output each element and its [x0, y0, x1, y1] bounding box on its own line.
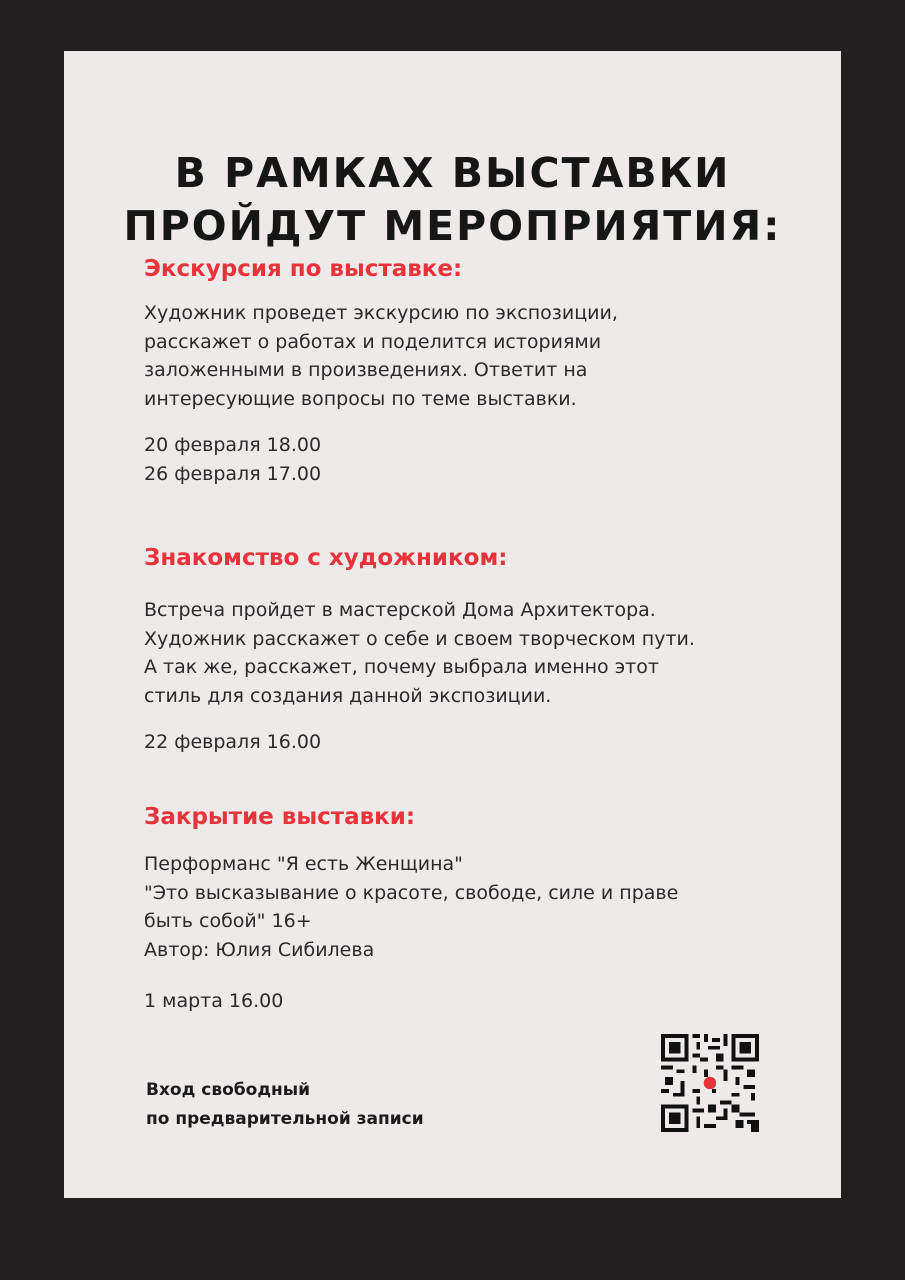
- body-line: расскажет о работах и поделится историями: [144, 330, 602, 353]
- section-dates-meeting: [144, 728, 321, 757]
- title-line-2: ПРОЙДУТ МЕРОПРИЯТИЯ:: [123, 202, 782, 250]
- body-line: заложенными в произведениях. Ответит на: [144, 359, 588, 381]
- poster: [64, 51, 841, 1198]
- date-line: 1 марта 16.00: [144, 990, 284, 1012]
- section-dates-excursion: [144, 431, 321, 488]
- admission-note: [146, 1076, 424, 1134]
- body-line: Художник расскажет о себе и своем творческом пути.: [144, 627, 695, 650]
- body-line: интересующие вопросы по теме выставки.: [144, 387, 577, 410]
- body-line: стиль для создания данной экспозиции.: [144, 684, 552, 707]
- title-line-1: В РАМКАХ ВЫСТАВКИ: [174, 149, 731, 197]
- page-title: [64, 147, 841, 253]
- body-line: Перформанс "Я есть Женщина": [144, 853, 463, 875]
- qr-code-icon[interactable]: [661, 1034, 759, 1132]
- body-line: Автор: Юлия Сибилева: [144, 938, 375, 961]
- body-line: А так же, расскажет, почему выбрала именно этот: [144, 656, 659, 678]
- body-line: быть собой" 16+: [144, 910, 312, 932]
- section-heading-closing: Закрытие выставки:: [144, 804, 416, 830]
- body-line: Встреча пройдет в мастерской Дома Архитектора.: [144, 599, 656, 621]
- body-line: Художник проведет экскурсию по экспозиции,: [144, 302, 618, 324]
- section-heading-meeting: Знакомство с художником:: [144, 545, 508, 571]
- admission-line-1: Вход свободный: [146, 1080, 311, 1100]
- date-line: 22 февраля 16.00: [144, 731, 322, 753]
- date-line: 20 февраля 18.00: [144, 434, 322, 456]
- section-dates-closing: [144, 987, 283, 1016]
- date-line: 26 февраля 17.00: [144, 462, 322, 485]
- section-body-excursion: [144, 299, 618, 413]
- body-line: "Это высказывание о красоте, свободе, силе и праве: [144, 881, 679, 904]
- section-heading-excursion: Экскурсия по выставке:: [144, 256, 463, 282]
- section-body-meeting: [144, 596, 695, 710]
- section-body-closing: [144, 850, 678, 964]
- admission-line-2: по предварительной записи: [146, 1109, 424, 1129]
